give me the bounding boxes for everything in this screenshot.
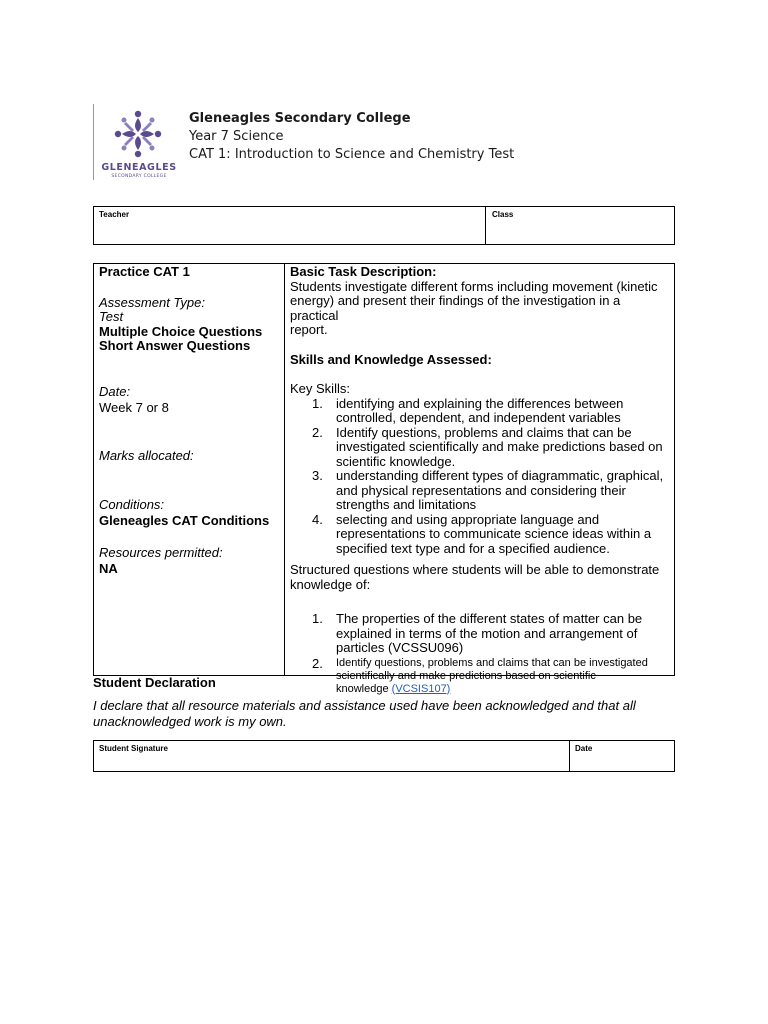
- signature-date-label: Date: [575, 744, 593, 753]
- document-header: [93, 104, 513, 182]
- logo-figures-icon: [112, 108, 164, 160]
- conditions-label: Conditions:: [99, 497, 165, 512]
- assessment-type-label: Assessment Type:: [99, 295, 205, 310]
- list-item: 4. selecting and using appropriate language and representations to communicate science ideas within a specified text type and for a specified audience.: [312, 511, 652, 556]
- conditions-value: Gleneagles CAT Conditions: [99, 513, 270, 528]
- key-skills-list: [290, 397, 672, 557]
- assessment-type-value: Test: [99, 309, 124, 324]
- task-line: Students investigate different forms including movement (kinetic: [290, 278, 658, 294]
- signature-table: [93, 740, 675, 772]
- resources-value: NA: [99, 561, 118, 576]
- student-signature-label: Student Signature: [99, 744, 168, 753]
- logo-subtitle: SECONDARY COLLEGE: [111, 174, 167, 179]
- list-item: 1. The properties of the different states of matter can be explained in terms of the motion and arrangement of particles (VCSSU096): [312, 611, 643, 655]
- structured-line: knowledge of:: [290, 576, 371, 592]
- key-skills-label: Key Skills:: [290, 381, 350, 396]
- logo-name: GLENEAGLES: [101, 162, 177, 173]
- teacher-label: Teacher: [99, 210, 130, 219]
- knowledge-list: [290, 612, 672, 696]
- school-logo: [93, 104, 182, 180]
- list-item: 3. understanding different types of diagrammatic, graphical, and physical representations and considering their strengths and limitations: [312, 468, 664, 512]
- task-description: [290, 265, 672, 696]
- subject-title: Year 7 Science: [189, 129, 284, 144]
- date-value: Week 7 or 8: [99, 400, 169, 415]
- date-label: Date:: [99, 384, 131, 399]
- school-name: Gleneagles Secondary College: [189, 111, 411, 126]
- structured-line: Structured questions where students will be able to demonstrate: [290, 562, 660, 577]
- task-line: energy) and present their findings of the investigation in a practical: [290, 293, 621, 323]
- test-title: CAT 1: Introduction to Science and Chemistry Test: [189, 147, 515, 162]
- task-heading: Basic Task Description:: [290, 264, 437, 279]
- practice-title: Practice CAT 1: [99, 264, 190, 279]
- resources-label: Resources permitted:: [99, 545, 223, 560]
- question-type-short: Short Answer Questions: [99, 338, 251, 353]
- teacher-class-table: [93, 206, 675, 245]
- vcsis107-link[interactable]: (VCSIS107): [391, 682, 451, 695]
- marks-label: Marks allocated:: [99, 448, 194, 463]
- list-item: 1. identifying and explaining the differences between controlled, dependent, and independent variables: [312, 395, 624, 425]
- list-item: 2. Identify questions, problems and claims that can be investigated scientifically and make predictions based on scientific knowledge (VCSIS107): [312, 655, 648, 695]
- skills-heading: Skills and Knowledge Assessed:: [290, 351, 492, 367]
- list-item: 2. Identify questions, problems and claims that can be investigated scientifically and make predictions based on scientific knowledge.: [312, 424, 663, 469]
- task-line: report.: [290, 322, 328, 337]
- class-label: Class: [492, 210, 514, 219]
- question-type-mcq: Multiple Choice Questions: [99, 324, 263, 339]
- declaration-title: Student Declaration: [93, 675, 216, 690]
- declaration-text: I declare that all resource materials and assistance used have been acknowledged and that all unacknowledged work is my own.: [93, 698, 636, 729]
